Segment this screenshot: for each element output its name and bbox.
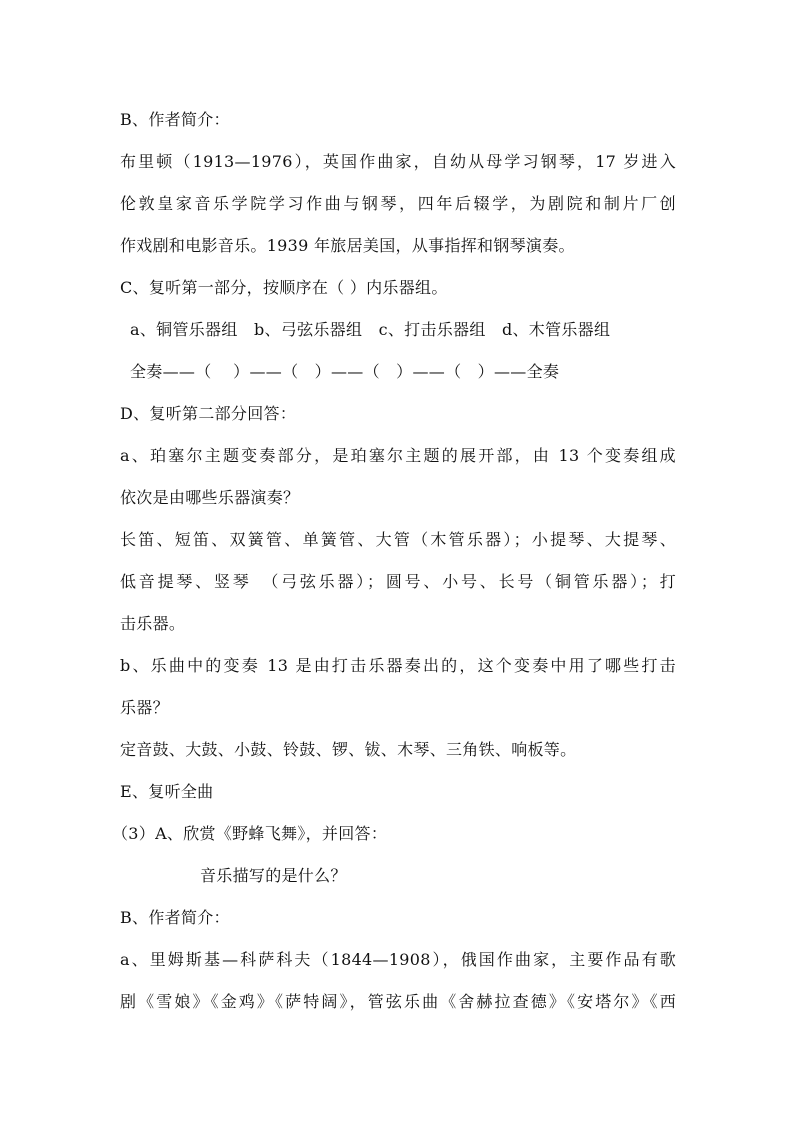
- section-b-author-heading-2: B、作者简介：: [120, 908, 230, 927]
- section-c-heading: C、复听第一部分，按顺序在（ ）内乐器组。: [120, 278, 448, 297]
- britten-bio-line-1: 布里顿（1913—1976），英国作曲家，自幼从母学习钢琴，17 岁进入: [120, 152, 676, 171]
- part-3a-question: 音乐描写的是什么？: [200, 866, 347, 885]
- part-3a-heading: （3）A、欣赏《野蜂飞舞》，并回答：: [112, 824, 388, 843]
- question-a-line-2: 依次是由哪些乐器演奏？: [120, 488, 300, 507]
- question-b-line-2: 乐器？: [120, 698, 169, 717]
- question-b-line-1: b、乐曲中的变奏 13 是由打击乐器奏出的，这个变奏中用了哪些打击: [120, 656, 676, 675]
- section-d-heading: D、复听第二部分回答：: [120, 404, 297, 423]
- answer-a-line-3: 击乐器。: [120, 614, 186, 633]
- question-a-line-1: a、珀塞尔主题变奏部分，是珀塞尔主题的展开部，由 13 个变奏组成: [120, 446, 676, 465]
- section-e-heading: E、复听全曲: [120, 782, 214, 801]
- instrument-group-options: a、铜管乐器组 b、弓弦乐器组 c、打击乐器组 d、木管乐器组: [130, 320, 611, 339]
- rimsky-bio-line-1: a、里姆斯基—科萨科夫（1844—1908），俄国作曲家，主要作品有歌: [120, 950, 676, 969]
- britten-bio-line-2: 伦敦皇家音乐学院学习作曲与钢琴，四年后辍学，为剧院和制片厂创: [120, 194, 676, 213]
- instrument-order-blanks: 全奏——（ ）——（ ）——（ ）——（ ）——全奏: [130, 362, 560, 381]
- answer-a-line-1: 长笛、短笛、双簧管、单簧管、大管（木管乐器）；小提琴、大提琴、: [120, 530, 676, 549]
- rimsky-bio-line-2: 剧《雪娘》《金鸡》《萨特阔》，管弦乐曲《舍赫拉查德》《安塔尔》《西: [120, 992, 676, 1011]
- section-b-author-heading: B、作者简介：: [120, 110, 230, 129]
- britten-bio-line-3: 作戏剧和电影音乐。1939 年旅居美国，从事指挥和钢琴演奏。: [120, 236, 575, 255]
- answer-b-line: 定音鼓、大鼓、小鼓、铃鼓、锣、钹、木琴、三角铁、响板等。: [120, 740, 577, 759]
- answer-a-line-2: 低音提琴、竖琴 （弓弦乐器）；圆号、小号、长号（铜管乐器）；打: [120, 572, 676, 591]
